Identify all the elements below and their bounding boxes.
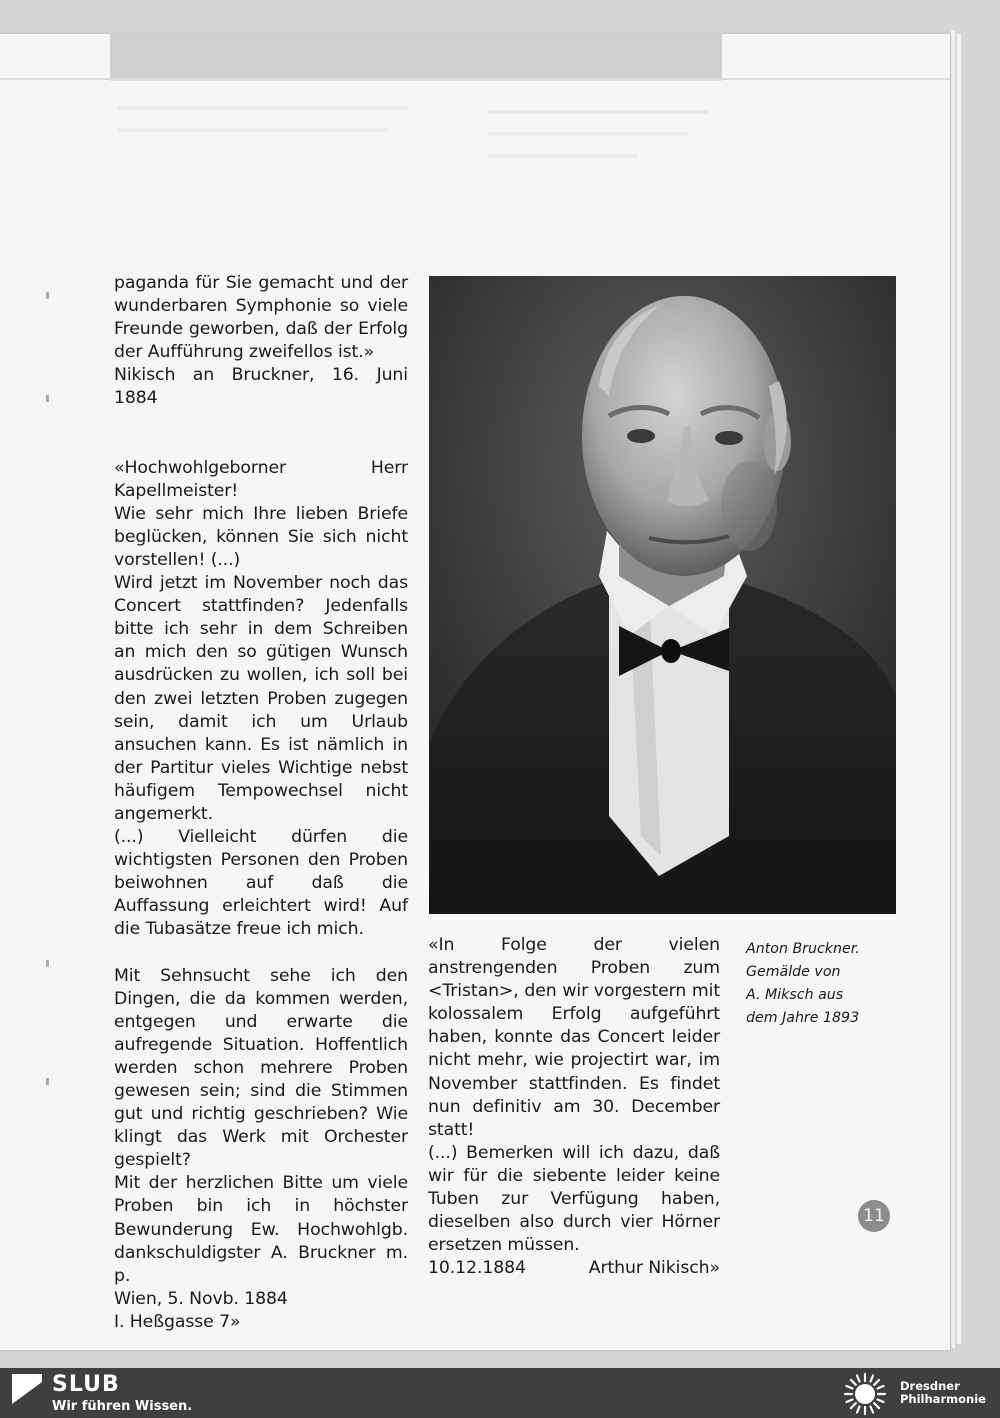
page-fold-line — [0, 78, 950, 80]
middle-text-column — [428, 934, 720, 1280]
bleed-through-header — [110, 34, 722, 78]
page-number: 11 — [858, 1200, 890, 1232]
paragraph: I. Heßgasse 7» — [114, 1311, 241, 1332]
portrait-drawing — [429, 276, 896, 914]
closing-signature: Arthur Nikisch» — [588, 1258, 720, 1279]
paragraph: Wie sehr mich Ihre lieben Briefe beglücken, können Sie sich nicht vorstellen! (...) — [114, 503, 408, 570]
paragraph: (...) Vielleicht dürfen die wichtigsten Personen den Proben beiwohnen auf daß die Auffassung erleichtert wird! Auf die Tubasätze freue ich mich. — [114, 827, 408, 940]
paragraph: Mit Sehnsucht sehe ich den Dingen, die da kommen werden, entgegen und erwarte die aufregende Situation. Hoffentlich werden schon mehrere Proben gewesen sein; sind die Stimmen gut und richtig geschrieben? Wie klingt das Werk mit Orchester gespielt? — [114, 965, 408, 1171]
paragraph: Wien, 5. Novb. 1884 — [114, 1288, 288, 1309]
dresdner-philharmonie-logo-icon[interactable] — [842, 1371, 888, 1417]
binding-hole — [46, 1078, 49, 1085]
slub-logo-icon[interactable] — [12, 1374, 42, 1404]
binding-hole — [46, 292, 49, 299]
left-text-column — [114, 272, 408, 1334]
orchestra-name-line: Dresdner — [900, 1379, 960, 1393]
paragraph: paganda für Sie gemacht und der wunderbaren Symphonie so viele Freunde geworben, daß der Erfolg der Aufführung zweifellos ist.» — [114, 273, 408, 363]
letter-closing — [428, 1257, 720, 1280]
paragraph: «In Folge der vielen anstrengenden Proben zum <Tristan>, den wir vorgestern mit kolossalem Erfolg aufgeführt haben, konnte das Concert leider nicht mehr, wie projectirt war, im November stattfinden. Es findet nun definitiv am 30. December statt! — [428, 935, 720, 1140]
caption-line: dem Jahre 1893 — [746, 1010, 860, 1026]
page-edge — [957, 34, 961, 1344]
binding-hole — [46, 960, 49, 967]
orchestra-name[interactable] — [900, 1380, 996, 1406]
portrait-image — [429, 276, 896, 914]
paragraph: «Hochwohlgeborner Herr Kapellmeister! — [114, 457, 408, 501]
image-caption — [746, 938, 896, 1030]
library-name[interactable]: SLUB — [52, 1372, 120, 1397]
caption-line: Anton Bruckner. — [746, 941, 860, 957]
paragraph: Nikisch an Bruckner, 16. Juni 1884 — [114, 365, 408, 409]
caption-line: Gemälde von — [746, 964, 841, 980]
paragraph: Mit der herzlichen Bitte um viele Proben bin ich in höchster Bewunderung Ew. Hochwohlgb. dankschuldigster A. Bruckner m. p. — [114, 1173, 408, 1286]
closing-date: 10.12.1884 — [428, 1258, 526, 1279]
page-edge — [951, 30, 955, 1348]
binding-hole — [46, 395, 49, 402]
orchestra-name-line: Philharmonie — [900, 1392, 986, 1406]
paragraph: (...) Bemerken will ich dazu, daß wir für die siebente leider keine Tuben zur Verfügung haben, dieselben also durch vier Hörner ersetzen müssen. — [428, 1142, 720, 1256]
paragraph: Wird jetzt im November noch das Concert stattfinden? Jedenfalls bitte ich sehr in dem Schreiben an mich den so gütigen Wunsch ausdrücken zu wollen, ich soll bei den zwei letzten Proben zugegen sein, damit ich um Urlaub ansuchen kann. Es ist nämlich in der Partitur vieles Wichtige nebst häufigem Tempowechsel nicht angemerkt. — [114, 573, 408, 824]
caption-line: A. Miksch aus — [746, 987, 844, 1003]
library-slogan: Wir führen Wissen. — [52, 1399, 193, 1414]
